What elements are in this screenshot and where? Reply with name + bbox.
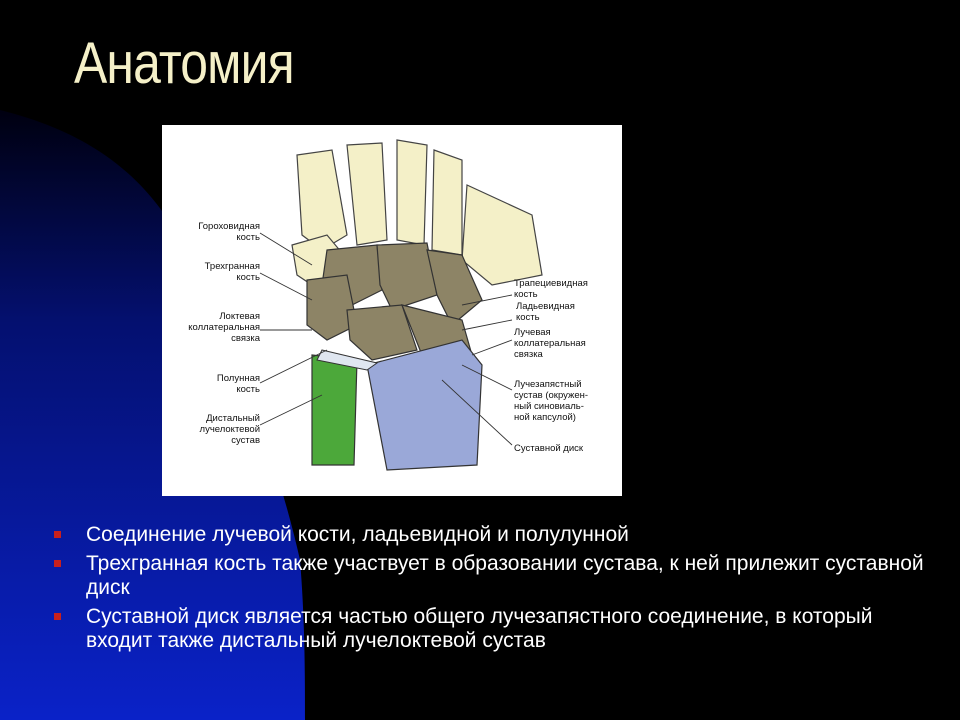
slide-title: Анатомия — [74, 31, 294, 96]
label-lunate: Полунная кость — [216, 373, 260, 395]
label-trapezoid: Трапециевидная кость — [514, 278, 588, 300]
bullet-text: Трехгранная кость также участвует в образовании сустава, к ней прилежит суставной диск — [86, 552, 924, 599]
bullet-marker — [54, 531, 61, 538]
label-pisiform: Гороховидная кость — [198, 221, 260, 243]
label-radiocarpal-joint: Лучезапястный сустав (окружен- ный синовиаль- ной капсулой) — [514, 379, 589, 423]
label-articular-disc: Суставной диск — [514, 443, 584, 454]
bullet-item — [50, 605, 930, 653]
bullet-marker — [54, 613, 61, 620]
bullet-item — [50, 552, 930, 600]
bullet-list — [50, 523, 930, 658]
wrist-anatomy-figure — [162, 125, 622, 496]
label-druj: Дистальный лучелоктевой сустав — [199, 413, 260, 446]
label-scaphoid: Ладьевидная кость — [516, 301, 575, 323]
bullet-item — [50, 523, 930, 547]
bullet-marker — [54, 560, 61, 567]
bullet-text: Соединение лучевой кости, ладьевидной и полулунной — [86, 523, 629, 546]
label-radial-ligament: Лучевая коллатеральная связка — [514, 327, 586, 360]
label-triquetrum: Трехгранная кость — [204, 261, 260, 283]
bullet-text: Суставной диск является частью общего лучезапястного соединение, в который входит также дистальный лучелоктевой сустав — [86, 605, 873, 652]
label-ulnar-ligament: Локтевая коллатеральная связка — [188, 311, 260, 344]
